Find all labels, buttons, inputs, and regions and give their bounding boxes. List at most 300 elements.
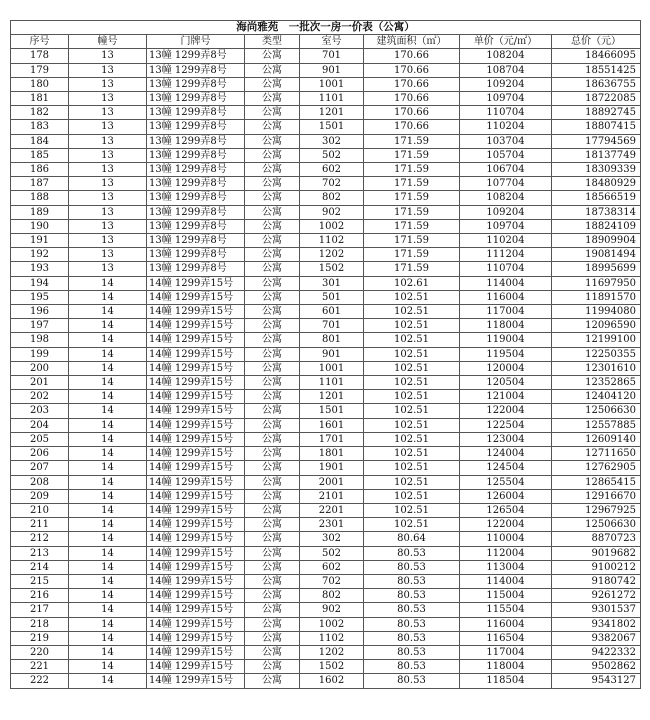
- cell-total-price: 12199100: [552, 333, 641, 347]
- cell-address: 14幢 1299弄15号: [147, 418, 245, 432]
- cell-area: 171.59: [364, 148, 460, 162]
- cell-building: 13: [69, 106, 147, 120]
- cell-unit-price: 110704: [460, 262, 552, 276]
- cell-serial: 213: [11, 546, 69, 560]
- table-row: [11, 276, 641, 290]
- table-row: [11, 106, 641, 120]
- cell-room: 1701: [300, 432, 364, 446]
- cell-type: 公寓: [245, 148, 300, 162]
- table-row: [11, 120, 641, 134]
- cell-room: 901: [300, 347, 364, 361]
- cell-serial: 222: [11, 674, 69, 688]
- cell-type: 公寓: [245, 518, 300, 532]
- cell-total-price: 18738314: [552, 205, 641, 219]
- cell-unit-price: 115504: [460, 603, 552, 617]
- cell-address: 14幢 1299弄15号: [147, 447, 245, 461]
- cell-serial: 209: [11, 489, 69, 503]
- cell-total-price: 18892745: [552, 106, 641, 120]
- cell-type: 公寓: [245, 63, 300, 77]
- cell-area: 80.53: [364, 603, 460, 617]
- cell-type: 公寓: [245, 546, 300, 560]
- cell-unit-price: 107704: [460, 177, 552, 191]
- cell-building: 14: [69, 319, 147, 333]
- cell-building: 13: [69, 148, 147, 162]
- cell-building: 13: [69, 120, 147, 134]
- cell-total-price: 12301610: [552, 361, 641, 375]
- cell-room: 602: [300, 163, 364, 177]
- cell-serial: 202: [11, 390, 69, 404]
- cell-serial: 185: [11, 148, 69, 162]
- cell-area: 102.51: [364, 319, 460, 333]
- cell-address: 13幢 1299弄8号: [147, 219, 245, 233]
- cell-building: 13: [69, 92, 147, 106]
- cell-address: 13幢 1299弄8号: [147, 92, 245, 106]
- cell-address: 14幢 1299弄15号: [147, 347, 245, 361]
- cell-room: 1201: [300, 390, 364, 404]
- table-row: [11, 660, 641, 674]
- cell-address: 14幢 1299弄15号: [147, 432, 245, 446]
- cell-total-price: 17794569: [552, 134, 641, 148]
- cell-type: 公寓: [245, 120, 300, 134]
- cell-total-price: 18995699: [552, 262, 641, 276]
- cell-type: 公寓: [245, 262, 300, 276]
- cell-room: 1602: [300, 674, 364, 688]
- cell-serial: 214: [11, 560, 69, 574]
- title-row: [11, 21, 641, 35]
- cell-unit-price: 109204: [460, 205, 552, 219]
- cell-address: 14幢 1299弄15号: [147, 589, 245, 603]
- cell-building: 14: [69, 475, 147, 489]
- cell-unit-price: 109704: [460, 92, 552, 106]
- cell-room: 701: [300, 49, 364, 63]
- cell-type: 公寓: [245, 106, 300, 120]
- cell-unit-price: 119004: [460, 333, 552, 347]
- cell-building: 14: [69, 347, 147, 361]
- cell-room: 2001: [300, 475, 364, 489]
- cell-area: 102.51: [364, 447, 460, 461]
- cell-total-price: 18636755: [552, 77, 641, 91]
- cell-area: 171.59: [364, 134, 460, 148]
- cell-type: 公寓: [245, 574, 300, 588]
- table-row: [11, 191, 641, 205]
- cell-serial: 197: [11, 319, 69, 333]
- cell-area: 102.51: [364, 347, 460, 361]
- cell-address: 14幢 1299弄15号: [147, 574, 245, 588]
- cell-room: 1601: [300, 418, 364, 432]
- cell-building: 14: [69, 404, 147, 418]
- cell-building: 14: [69, 305, 147, 319]
- cell-total-price: 18824109: [552, 219, 641, 233]
- cell-unit-price: 110204: [460, 234, 552, 248]
- table-title: 海尚雅苑 一批次一房一价表（公寓）: [11, 21, 641, 35]
- cell-building: 14: [69, 503, 147, 517]
- table-row: [11, 390, 641, 404]
- cell-address: 13幢 1299弄8号: [147, 177, 245, 191]
- cell-area: 171.59: [364, 163, 460, 177]
- cell-area: 80.53: [364, 631, 460, 645]
- cell-type: 公寓: [245, 376, 300, 390]
- cell-area: 171.59: [364, 262, 460, 276]
- header-room: 室号: [300, 35, 364, 49]
- table-row: [11, 489, 641, 503]
- cell-room: 2301: [300, 518, 364, 532]
- cell-type: 公寓: [245, 461, 300, 475]
- table-row: [11, 645, 641, 659]
- cell-unit-price: 106704: [460, 163, 552, 177]
- cell-room: 802: [300, 589, 364, 603]
- cell-type: 公寓: [245, 645, 300, 659]
- table-row: [11, 148, 641, 162]
- cell-unit-price: 110004: [460, 532, 552, 546]
- cell-type: 公寓: [245, 219, 300, 233]
- cell-room: 601: [300, 305, 364, 319]
- cell-area: 170.66: [364, 49, 460, 63]
- cell-address: 14幢 1299弄15号: [147, 631, 245, 645]
- cell-unit-price: 124504: [460, 461, 552, 475]
- cell-unit-price: 113004: [460, 560, 552, 574]
- cell-type: 公寓: [245, 617, 300, 631]
- cell-type: 公寓: [245, 475, 300, 489]
- cell-building: 14: [69, 518, 147, 532]
- cell-area: 102.51: [364, 475, 460, 489]
- cell-building: 14: [69, 361, 147, 375]
- cell-total-price: 12967925: [552, 503, 641, 517]
- cell-building: 13: [69, 63, 147, 77]
- cell-address: 13幢 1299弄8号: [147, 262, 245, 276]
- table-row: [11, 305, 641, 319]
- cell-type: 公寓: [245, 163, 300, 177]
- cell-address: 14幢 1299弄15号: [147, 390, 245, 404]
- cell-total-price: 12557885: [552, 418, 641, 432]
- cell-building: 13: [69, 205, 147, 219]
- table-row: [11, 234, 641, 248]
- cell-area: 102.51: [364, 376, 460, 390]
- cell-area: 171.59: [364, 205, 460, 219]
- cell-serial: 204: [11, 418, 69, 432]
- cell-area: 171.59: [364, 234, 460, 248]
- cell-area: 80.53: [364, 589, 460, 603]
- cell-total-price: 9422332: [552, 645, 641, 659]
- table-row: [11, 177, 641, 191]
- cell-unit-price: 116504: [460, 631, 552, 645]
- cell-room: 502: [300, 148, 364, 162]
- table-row: [11, 77, 641, 91]
- cell-building: 14: [69, 376, 147, 390]
- table-row: [11, 361, 641, 375]
- cell-building: 14: [69, 560, 147, 574]
- cell-building: 13: [69, 49, 147, 63]
- cell-type: 公寓: [245, 589, 300, 603]
- cell-area: 80.53: [364, 660, 460, 674]
- table-row: [11, 163, 641, 177]
- cell-total-price: 18566519: [552, 191, 641, 205]
- cell-area: 170.66: [364, 106, 460, 120]
- cell-address: 14幢 1299弄15号: [147, 617, 245, 631]
- table-row: [11, 475, 641, 489]
- cell-serial: 221: [11, 660, 69, 674]
- cell-total-price: 9180742: [552, 574, 641, 588]
- cell-room: 1201: [300, 106, 364, 120]
- cell-type: 公寓: [245, 305, 300, 319]
- cell-room: 1502: [300, 660, 364, 674]
- cell-type: 公寓: [245, 532, 300, 546]
- table-row: [11, 319, 641, 333]
- cell-serial: 200: [11, 361, 69, 375]
- cell-building: 14: [69, 290, 147, 304]
- cell-building: 14: [69, 532, 147, 546]
- cell-type: 公寓: [245, 276, 300, 290]
- cell-building: 14: [69, 432, 147, 446]
- cell-address: 13幢 1299弄8号: [147, 49, 245, 63]
- cell-address: 14幢 1299弄15号: [147, 603, 245, 617]
- cell-area: 102.51: [364, 432, 460, 446]
- cell-total-price: 9301537: [552, 603, 641, 617]
- cell-unit-price: 123004: [460, 432, 552, 446]
- cell-area: 102.51: [364, 518, 460, 532]
- cell-unit-price: 118004: [460, 319, 552, 333]
- cell-unit-price: 114004: [460, 574, 552, 588]
- cell-room: 1001: [300, 77, 364, 91]
- cell-type: 公寓: [245, 432, 300, 446]
- table-row: [11, 376, 641, 390]
- cell-unit-price: 116004: [460, 617, 552, 631]
- cell-serial: 186: [11, 163, 69, 177]
- cell-building: 13: [69, 248, 147, 262]
- cell-type: 公寓: [245, 347, 300, 361]
- cell-building: 13: [69, 191, 147, 205]
- table-row: [11, 560, 641, 574]
- cell-area: 171.59: [364, 177, 460, 191]
- cell-building: 14: [69, 660, 147, 674]
- table-row: [11, 205, 641, 219]
- cell-room: 902: [300, 603, 364, 617]
- cell-total-price: 18480929: [552, 177, 641, 191]
- table-row: [11, 219, 641, 233]
- cell-building: 14: [69, 603, 147, 617]
- cell-building: 14: [69, 674, 147, 688]
- cell-unit-price: 118504: [460, 674, 552, 688]
- cell-building: 14: [69, 390, 147, 404]
- cell-room: 1002: [300, 617, 364, 631]
- cell-room: 1101: [300, 376, 364, 390]
- cell-building: 14: [69, 617, 147, 631]
- cell-address: 14幢 1299弄15号: [147, 532, 245, 546]
- cell-address: 14幢 1299弄15号: [147, 333, 245, 347]
- cell-building: 14: [69, 276, 147, 290]
- cell-address: 14幢 1299弄15号: [147, 674, 245, 688]
- cell-unit-price: 117004: [460, 645, 552, 659]
- cell-room: 2201: [300, 503, 364, 517]
- cell-type: 公寓: [245, 234, 300, 248]
- cell-serial: 190: [11, 219, 69, 233]
- cell-serial: 184: [11, 134, 69, 148]
- cell-total-price: 12506630: [552, 518, 641, 532]
- cell-type: 公寓: [245, 333, 300, 347]
- cell-type: 公寓: [245, 191, 300, 205]
- table-row: [11, 461, 641, 475]
- cell-unit-price: 111204: [460, 248, 552, 262]
- cell-address: 14幢 1299弄15号: [147, 518, 245, 532]
- cell-serial: 205: [11, 432, 69, 446]
- cell-room: 1502: [300, 262, 364, 276]
- cell-unit-price: 122004: [460, 404, 552, 418]
- cell-unit-price: 110204: [460, 120, 552, 134]
- cell-unit-price: 103704: [460, 134, 552, 148]
- cell-type: 公寓: [245, 489, 300, 503]
- cell-unit-price: 117004: [460, 305, 552, 319]
- cell-area: 102.61: [364, 276, 460, 290]
- cell-room: 1101: [300, 92, 364, 106]
- table-row: [11, 290, 641, 304]
- cell-type: 公寓: [245, 361, 300, 375]
- cell-room: 1501: [300, 404, 364, 418]
- cell-address: 13幢 1299弄8号: [147, 120, 245, 134]
- cell-unit-price: 125504: [460, 475, 552, 489]
- table-row: [11, 432, 641, 446]
- cell-room: 1102: [300, 631, 364, 645]
- table-row: [11, 404, 641, 418]
- cell-serial: 180: [11, 77, 69, 91]
- cell-total-price: 12762905: [552, 461, 641, 475]
- cell-type: 公寓: [245, 290, 300, 304]
- cell-unit-price: 120504: [460, 376, 552, 390]
- cell-area: 80.53: [364, 574, 460, 588]
- cell-area: 102.51: [364, 418, 460, 432]
- cell-area: 102.51: [364, 333, 460, 347]
- table-row: [11, 674, 641, 688]
- cell-unit-price: 110704: [460, 106, 552, 120]
- header-unit-price: 单价（元/㎡）: [460, 35, 552, 49]
- table-row: [11, 503, 641, 517]
- cell-room: 901: [300, 63, 364, 77]
- cell-unit-price: 119504: [460, 347, 552, 361]
- cell-type: 公寓: [245, 560, 300, 574]
- cell-serial: 179: [11, 63, 69, 77]
- cell-serial: 192: [11, 248, 69, 262]
- cell-address: 14幢 1299弄15号: [147, 475, 245, 489]
- cell-total-price: 19081494: [552, 248, 641, 262]
- table-body: [11, 49, 641, 688]
- cell-area: 102.51: [364, 361, 460, 375]
- table-row: [11, 63, 641, 77]
- cell-total-price: 18909904: [552, 234, 641, 248]
- cell-building: 13: [69, 77, 147, 91]
- cell-room: 1202: [300, 645, 364, 659]
- cell-total-price: 18551425: [552, 63, 641, 77]
- cell-total-price: 18722085: [552, 92, 641, 106]
- cell-address: 14幢 1299弄15号: [147, 560, 245, 574]
- cell-total-price: 18807415: [552, 120, 641, 134]
- cell-address: 13幢 1299弄8号: [147, 148, 245, 162]
- cell-room: 902: [300, 205, 364, 219]
- table-row: [11, 631, 641, 645]
- cell-serial: 215: [11, 574, 69, 588]
- cell-building: 14: [69, 333, 147, 347]
- cell-area: 170.66: [364, 92, 460, 106]
- cell-address: 14幢 1299弄15号: [147, 503, 245, 517]
- cell-type: 公寓: [245, 631, 300, 645]
- cell-type: 公寓: [245, 447, 300, 461]
- cell-type: 公寓: [245, 603, 300, 617]
- cell-serial: 206: [11, 447, 69, 461]
- cell-total-price: 9019682: [552, 546, 641, 560]
- cell-total-price: 9261272: [552, 589, 641, 603]
- cell-building: 14: [69, 574, 147, 588]
- cell-serial: 201: [11, 376, 69, 390]
- header-type: 类型: [245, 35, 300, 49]
- cell-serial: 194: [11, 276, 69, 290]
- cell-total-price: 12352865: [552, 376, 641, 390]
- cell-total-price: 11994080: [552, 305, 641, 319]
- cell-unit-price: 122004: [460, 518, 552, 532]
- cell-unit-price: 109704: [460, 219, 552, 233]
- cell-building: 14: [69, 645, 147, 659]
- table-row: [11, 589, 641, 603]
- cell-serial: 219: [11, 631, 69, 645]
- cell-type: 公寓: [245, 177, 300, 191]
- cell-unit-price: 121004: [460, 390, 552, 404]
- cell-building: 13: [69, 177, 147, 191]
- table-row: [11, 574, 641, 588]
- cell-building: 14: [69, 589, 147, 603]
- cell-room: 301: [300, 276, 364, 290]
- table-row: [11, 518, 641, 532]
- cell-serial: 217: [11, 603, 69, 617]
- header-address: 门牌号: [147, 35, 245, 49]
- cell-room: 1901: [300, 461, 364, 475]
- cell-area: 80.53: [364, 560, 460, 574]
- cell-address: 14幢 1299弄15号: [147, 489, 245, 503]
- cell-building: 14: [69, 631, 147, 645]
- cell-unit-price: 118004: [460, 660, 552, 674]
- cell-room: 602: [300, 560, 364, 574]
- cell-total-price: 12711650: [552, 447, 641, 461]
- header-serial: 序号: [11, 35, 69, 49]
- cell-total-price: 12609140: [552, 432, 641, 446]
- cell-total-price: 18466095: [552, 49, 641, 63]
- cell-area: 102.51: [364, 390, 460, 404]
- cell-area: 102.51: [364, 290, 460, 304]
- cell-type: 公寓: [245, 205, 300, 219]
- cell-type: 公寓: [245, 77, 300, 91]
- cell-total-price: 12250355: [552, 347, 641, 361]
- header-row: [11, 35, 641, 49]
- cell-building: 13: [69, 262, 147, 276]
- cell-total-price: 9100212: [552, 560, 641, 574]
- cell-type: 公寓: [245, 390, 300, 404]
- cell-unit-price: 122504: [460, 418, 552, 432]
- table-row: [11, 92, 641, 106]
- cell-building: 13: [69, 134, 147, 148]
- cell-address: 14幢 1299弄15号: [147, 660, 245, 674]
- cell-unit-price: 108704: [460, 63, 552, 77]
- cell-unit-price: 115004: [460, 589, 552, 603]
- cell-room: 1102: [300, 234, 364, 248]
- table-row: [11, 49, 641, 63]
- cell-unit-price: 124004: [460, 447, 552, 461]
- price-list-sheet: [10, 20, 640, 689]
- cell-serial: 188: [11, 191, 69, 205]
- cell-address: 13幢 1299弄8号: [147, 77, 245, 91]
- cell-address: 14幢 1299弄15号: [147, 404, 245, 418]
- cell-serial: 187: [11, 177, 69, 191]
- cell-area: 80.64: [364, 532, 460, 546]
- cell-room: 302: [300, 532, 364, 546]
- cell-address: 14幢 1299弄15号: [147, 276, 245, 290]
- cell-room: 302: [300, 134, 364, 148]
- cell-total-price: 12404120: [552, 390, 641, 404]
- cell-area: 171.59: [364, 191, 460, 205]
